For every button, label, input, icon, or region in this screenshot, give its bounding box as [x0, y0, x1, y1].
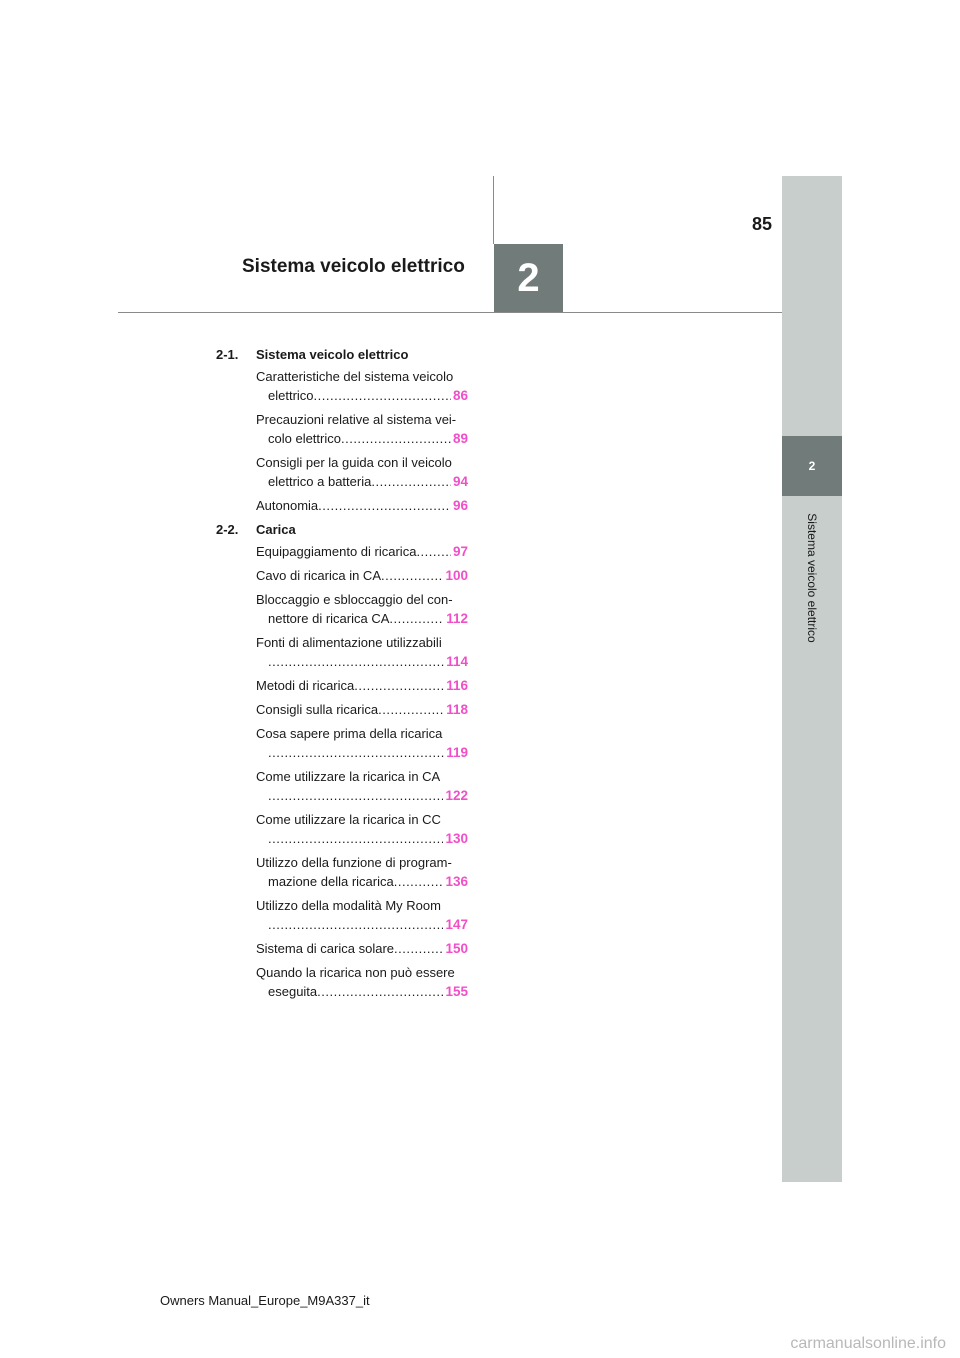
toc-dot-leader: [381, 566, 443, 585]
toc-section-number: 2-1.: [216, 347, 239, 362]
toc-page-link[interactable]: 147: [445, 917, 468, 932]
toc-page-link[interactable]: 116: [446, 678, 468, 693]
toc-entry[interactable]: [216, 767, 468, 805]
footer-manual-id: Owners Manual_Europe_M9A337_it: [160, 1293, 370, 1308]
toc-entry-title: Precauzioni relative al sistema vei-: [256, 412, 457, 427]
toc-entry-title: Cosa sapere prima della ricarica: [256, 726, 443, 741]
toc-entry-title: Metodi di ricarica: [256, 678, 355, 693]
toc-section-heading[interactable]: [216, 345, 468, 364]
toc-entry-title: Autonomia: [256, 498, 319, 513]
page-number: 85: [751, 214, 772, 234]
header-horizontal-rule: [118, 312, 782, 313]
toc-entry[interactable]: [216, 939, 468, 958]
chapter-title: Sistema veicolo elettrico: [242, 256, 465, 277]
toc-dot-leader: [268, 786, 443, 805]
toc-page-link[interactable]: 155: [445, 984, 468, 999]
toc-section-title: Carica: [256, 522, 296, 537]
toc-entry[interactable]: [216, 367, 468, 405]
toc-entry-title: Come utilizzare la ricarica in CA: [256, 769, 441, 784]
toc-dot-leader: [394, 939, 443, 958]
toc-entry[interactable]: [216, 676, 468, 695]
toc-entry-title-continued: colo elettrico: [268, 431, 341, 446]
toc-entry[interactable]: [216, 853, 468, 891]
toc-page-link[interactable]: 94: [452, 474, 468, 489]
toc-page-link[interactable]: 136: [445, 874, 468, 889]
toc-dot-leader: [268, 652, 444, 671]
toc-page-link[interactable]: 122: [445, 788, 468, 803]
toc-dot-leader: [341, 429, 451, 448]
toc-page-link[interactable]: 150: [445, 941, 468, 956]
toc-dot-leader: [389, 609, 444, 628]
toc-entry-title-continued: mazione della ricarica: [268, 874, 394, 889]
toc-entry[interactable]: [216, 590, 468, 628]
watermark: carmanualsonline.info: [790, 1335, 946, 1352]
toc-dot-leader: [378, 700, 444, 719]
toc-entry[interactable]: [216, 633, 468, 671]
toc-entry[interactable]: [216, 700, 468, 719]
toc-entry[interactable]: [216, 566, 468, 585]
toc-page-link[interactable]: 96: [452, 498, 468, 513]
toc-entry[interactable]: [216, 496, 468, 515]
toc-entry-title: Consigli per la guida con il veicolo: [256, 455, 452, 470]
toc-page-link[interactable]: 114: [446, 654, 468, 669]
toc-entry[interactable]: [216, 896, 468, 934]
toc-entry[interactable]: [216, 963, 468, 1001]
toc-dot-leader: [268, 743, 444, 762]
toc-dot-leader: [394, 872, 444, 891]
toc-section-title: Sistema veicolo elettrico: [256, 347, 409, 362]
toc-dot-leader: [416, 542, 451, 561]
toc-entry-title: Consigli sulla ricarica: [256, 702, 379, 717]
toc-entry-title-continued: nettore di ricarica CA: [268, 611, 390, 626]
toc-entry-title-continued: elettrico: [268, 388, 314, 403]
toc-entry-title: Come utilizzare la ricarica in CC: [256, 812, 441, 827]
toc-entry[interactable]: [216, 453, 468, 491]
toc-dot-leader: [371, 472, 451, 491]
toc-entry-title: Caratteristiche del sistema veicolo: [256, 369, 454, 384]
toc-dot-leader: [314, 386, 451, 405]
header-vertical-rule: [493, 176, 494, 244]
toc-entry-title-continued: eseguita: [268, 984, 318, 999]
toc-page-link[interactable]: 130: [445, 831, 468, 846]
toc-page-link[interactable]: 112: [446, 611, 468, 626]
toc-entry-title: Equipaggiamento di ricarica: [256, 544, 417, 559]
toc-page-link[interactable]: 86: [452, 388, 468, 403]
table-of-contents: [216, 345, 468, 1006]
toc-entry[interactable]: [216, 410, 468, 448]
toc-section-number: 2-2.: [216, 522, 239, 537]
toc-dot-leader: [317, 982, 443, 1001]
toc-entry-title: Sistema di carica solare: [256, 941, 394, 956]
toc-entry[interactable]: [216, 724, 468, 762]
toc-entry[interactable]: [216, 810, 468, 848]
chapter-number-box: 2: [494, 244, 563, 313]
toc-dot-leader: [318, 496, 451, 515]
toc-page-link[interactable]: 118: [446, 702, 468, 717]
toc-dot-leader: [354, 676, 444, 695]
toc-entry-title: Bloccaggio e sbloccaggio del con-: [256, 592, 453, 607]
toc-entry-title: Utilizzo della funzione di program-: [256, 855, 452, 870]
toc-dot-leader: [268, 829, 443, 848]
toc-entry-title: Fonti di alimentazione utilizzabili: [256, 635, 442, 650]
toc-page-link[interactable]: 100: [445, 568, 468, 583]
side-strip: [782, 176, 842, 1182]
toc-page-link[interactable]: 89: [452, 431, 468, 446]
toc-page-link[interactable]: 119: [446, 745, 468, 760]
side-tab-chapter[interactable]: 2: [782, 436, 842, 496]
toc-entry-title: Quando la ricarica non può essere: [256, 965, 455, 980]
toc-entry-title-continued: elettrico a batteria: [268, 474, 372, 489]
toc-entry-title: Utilizzo della modalità My Room: [256, 898, 441, 913]
toc-section-heading[interactable]: [216, 520, 468, 539]
toc-page-link[interactable]: 97: [452, 544, 468, 559]
toc-dot-leader: [268, 915, 443, 934]
side-tab-label: Sistema veicolo elettrico: [805, 513, 819, 643]
toc-entry-title: Cavo di ricarica in CA: [256, 568, 381, 583]
toc-entry[interactable]: [216, 542, 468, 561]
